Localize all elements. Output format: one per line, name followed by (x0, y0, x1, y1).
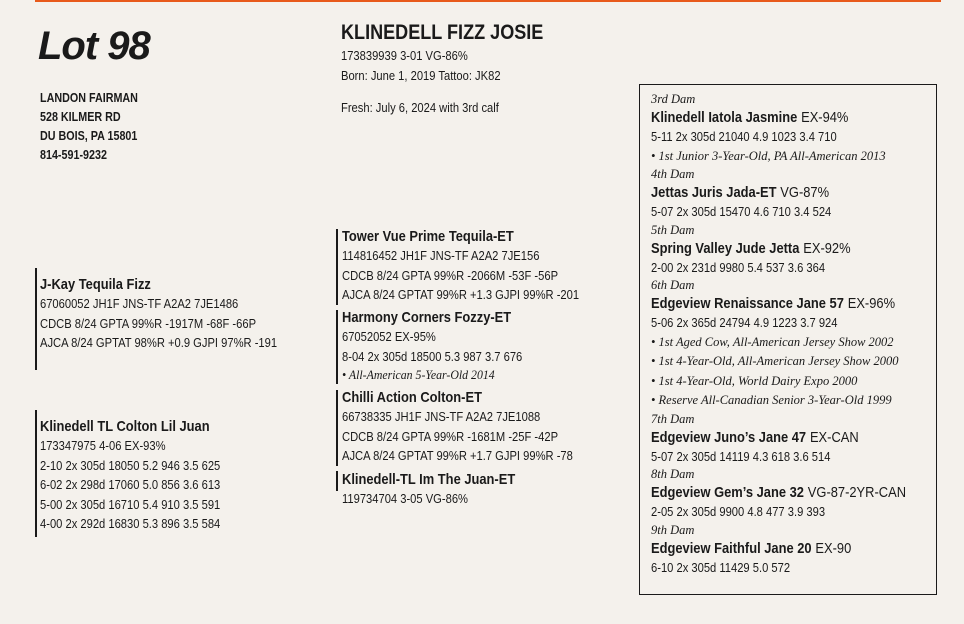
family-member-rating: VG-87% (780, 184, 830, 201)
family-generation-label: 7th Dam (651, 411, 695, 426)
animal-name: KLINEDELL FIZZ JOSIE (341, 21, 544, 44)
owner-name: LANDON FAIRMAN (40, 91, 138, 105)
sire-dam-award-note: • All-American 5-Year-Old 2014 (342, 366, 540, 386)
dam-dam-name: Klinedell-TL Im The Juan-ET (342, 471, 516, 488)
family-member-name: Edgeview Renaissance Jane 57 (651, 295, 844, 312)
dam-block (40, 417, 220, 534)
pedigree-bracket-sire-dam (336, 310, 338, 384)
sire-dam-block (342, 308, 522, 386)
animal-header (341, 20, 543, 85)
pedigree-bracket-dam (35, 410, 37, 537)
dam-sire-block (342, 388, 573, 466)
family-member-record: 5-07 2x 305d 14119 4.3 618 3.6 514 (651, 448, 831, 464)
family-member (651, 294, 906, 313)
family-member (651, 108, 906, 127)
maternal-family-list (651, 91, 948, 577)
header-accent-bar (35, 0, 941, 2)
family-member-record: 5-07 2x 305d 15470 4.6 710 3.4 524 (651, 204, 832, 219)
sire-sire-block (342, 227, 579, 305)
owner-street: 528 KILMER RD (40, 110, 121, 124)
sire-info-line: CDCB 8/24 GPTA 99%R -1917M -68F -66P (40, 315, 257, 331)
sire-dam-name: Harmony Corners Fozzy-ET (342, 309, 512, 326)
family-member-record: 2-00 2x 231d 9980 5.4 537 3.6 364 (651, 259, 826, 275)
family-member (651, 239, 906, 258)
pedigree-bracket-sire (35, 268, 37, 370)
family-member (651, 483, 906, 502)
family-award-note: • 1st Junior 3-Year-Old, PA All-American 2013 (651, 147, 948, 167)
dam-record-line: 5-00 2x 305d 16710 5.4 910 3.5 591 (40, 496, 221, 512)
family-member-record: 5-11 2x 305d 21040 4.9 1023 3.4 710 (651, 129, 837, 144)
family-member-name: Klinedell Iatola Jasmine (651, 109, 798, 126)
sire-sire-info-line: CDCB 8/24 GPTA 99%R -2066M -53F -56P (342, 267, 559, 283)
family-member-rating: EX-92% (803, 239, 851, 257)
family-member-rating: EX-90 (815, 539, 852, 557)
dam-sire-name: Chilli Action Colton-ET (342, 389, 482, 406)
owner-address (40, 89, 138, 165)
pedigree-bracket-sire-sire (336, 229, 338, 305)
sire-info-line: 67060052 JH1F JNS-TF A2A2 7JE1486 (40, 296, 239, 311)
family-member (651, 183, 906, 202)
lot-number: Lot 98 (38, 24, 150, 68)
sire-block (40, 275, 277, 353)
owner-phone: 814-591-9232 (40, 148, 107, 162)
family-member-record: 5-06 2x 365d 24794 4.9 1223 3.7 924 (651, 315, 838, 330)
family-generation-label: 8th Dam (651, 467, 695, 481)
family-member (651, 428, 906, 447)
family-award-note: • Reserve All-Canadian Senior 3-Year-Old 1999 (651, 391, 948, 411)
family-member-rating: EX-CAN (809, 428, 859, 446)
family-member (651, 539, 906, 558)
sire-info-line: AJCA 8/24 GPTAT 98%R +0.9 GJPI 97%R -191 (40, 335, 278, 350)
family-member-name: Jettas Juris Jada-ET (651, 184, 777, 201)
family-generation-label: 9th Dam (651, 522, 695, 537)
family-member-rating: VG-87-2YR-CAN (807, 484, 907, 501)
sire-dam-info-line: 67052052 EX-95% (342, 329, 436, 344)
dam-record-line: 4-00 2x 292d 16830 5.3 896 3.5 584 (40, 516, 221, 531)
family-generation-label: 6th Dam (651, 278, 695, 292)
fresh-date: Fresh: July 6, 2024 with 3rd calf (341, 100, 499, 115)
family-generation-label: 3rd Dam (651, 92, 696, 106)
family-generation-label: 5th Dam (651, 222, 695, 237)
animal-registration: 173839939 3-01 VG-86% (341, 48, 468, 63)
family-member-name: Edgeview Faithful Jane 20 (651, 539, 812, 557)
family-generation-label: 4th Dam (651, 167, 695, 181)
family-member-record: 2-05 2x 305d 9900 4.8 477 3.9 393 (651, 504, 826, 519)
family-member-record: 6-10 2x 305d 11429 5.0 572 (651, 559, 791, 575)
family-member-rating: EX-96% (847, 295, 896, 312)
sire-sire-info-line: AJCA 8/24 GPTAT 99%R +1.3 GJPI 99%R -201 (342, 287, 580, 302)
owner-city: DU BOIS, PA 15801 (40, 129, 138, 143)
sire-sire-name: Tower Vue Prime Tequila-ET (342, 228, 514, 245)
sire-name: J-Kay Tequila Fizz (40, 276, 151, 293)
dam-name: Klinedell TL Colton Lil Juan (40, 418, 210, 435)
sire-dam-record-line: 8-04 2x 305d 18500 5.3 987 3.7 676 (342, 348, 523, 364)
family-member-name: Edgeview Juno’s Jane 47 (651, 428, 807, 446)
dam-dam-info-line: 119734704 3-05 VG-86% (342, 491, 468, 506)
dam-sire-info-line: CDCB 8/24 GPTA 99%R -1681M -25F -42P (342, 428, 559, 444)
family-award-note: • 1st 4-Year-Old, World Dairy Expo 2000 (651, 372, 948, 392)
animal-birth: Born: June 1, 2019 Tattoo: JK82 (341, 67, 501, 83)
pedigree-bracket-dam-dam (336, 471, 338, 491)
family-award-note: • 1st Aged Cow, All-American Jersey Show 2002 (651, 333, 948, 353)
family-award-note: • 1st 4-Year-Old, All-American Jersey Show 2000 (651, 352, 948, 372)
dam-record-line: 6-02 2x 298d 17060 5.0 856 3.6 613 (40, 477, 221, 492)
dam-sire-info-line: AJCA 8/24 GPTAT 99%R +1.7 GJPI 99%R -78 (342, 448, 573, 463)
family-member-rating: EX-94% (801, 109, 849, 126)
dam-dam-block (342, 470, 515, 509)
family-member-name: Edgeview Gem’s Jane 32 (651, 484, 804, 501)
pedigree-bracket-dam-sire (336, 390, 338, 466)
dam-record-line: 2-10 2x 305d 18050 5.2 946 3.5 625 (40, 457, 221, 473)
sire-sire-info-line: 114816452 JH1F JNS-TF A2A2 7JE156 (342, 248, 540, 263)
dam-info-line: 173347975 4-06 EX-93% (40, 438, 166, 453)
family-member-name: Spring Valley Jude Jetta (651, 239, 800, 257)
dam-sire-info-line: 66738335 JH1F JNS-TF A2A2 7JE1088 (342, 409, 541, 424)
